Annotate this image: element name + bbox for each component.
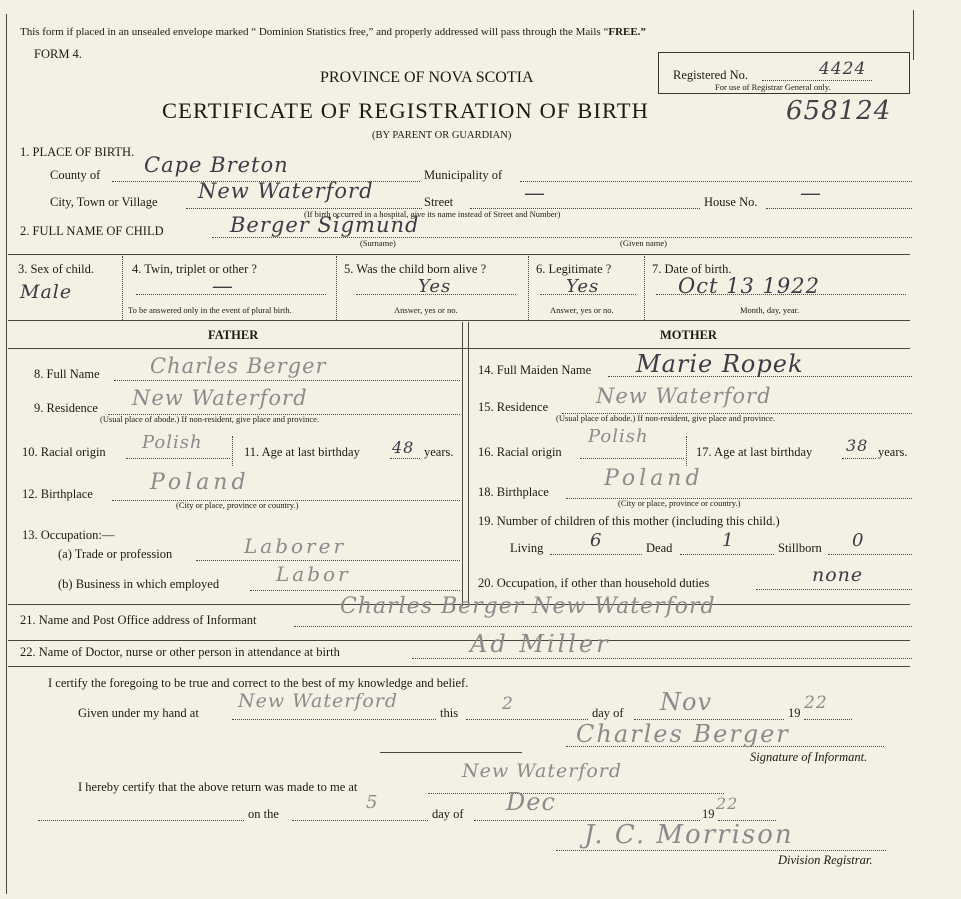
- page-title: CERTIFICATE OF REGISTRATION OF BIRTH: [162, 98, 649, 123]
- registrar-day-of-label: day of: [432, 807, 464, 821]
- given-place-value: New Waterford: [238, 690, 399, 712]
- street-value: —: [524, 181, 546, 205]
- mother-name-value: Marie Ropek: [636, 350, 804, 378]
- right-margin-rule: [913, 10, 914, 60]
- on-the-label: on the: [248, 807, 279, 821]
- given-month-value: Nov: [660, 688, 713, 716]
- mother-years-label: years.: [878, 445, 908, 459]
- living-label: Living: [510, 541, 544, 555]
- given-name-note: (Given name): [620, 238, 667, 248]
- given-label: Given under my hand at: [78, 706, 199, 720]
- registrar-signature-label: Division Registrar.: [778, 853, 873, 867]
- business-label: (b) Business in which employed: [58, 577, 220, 591]
- mother-residence-label: 15. Residence: [478, 400, 549, 414]
- top-notice: This form if placed in an unsealed envelope marked “ Dominion Statistics free,” and properly addressed will pass through the Mails “FREE.”: [20, 26, 646, 38]
- mother-name-label: 14. Full Maiden Name: [478, 363, 592, 377]
- mother-occupation-label: 20. Occupation, if other than household duties: [478, 576, 710, 590]
- registrar-statement: I hereby certify that the above return was made to me at: [78, 780, 358, 794]
- children-count-label: 19. Number of children of this mother (including this child.): [478, 514, 780, 528]
- twin-note: To be answered only in the event of plural birth.: [128, 305, 292, 315]
- mother-age-value: 38: [846, 436, 869, 455]
- father-years-label: years.: [424, 445, 454, 459]
- stillborn-label: Stillborn: [778, 541, 822, 555]
- birth-date-value: Oct 13 1922: [678, 274, 820, 298]
- child-name-label: 2. FULL NAME OF CHILD: [20, 224, 164, 238]
- surname-note: (Surname): [360, 238, 396, 248]
- province-heading: PROVINCE OF NOVA SCOTIA: [320, 69, 534, 86]
- this-label: this: [440, 706, 459, 720]
- sex-label: 3. Sex of child.: [18, 262, 95, 276]
- given-day-value: 2: [502, 694, 514, 714]
- registrar-use-note: For use of Registrar General only.: [715, 82, 831, 92]
- form-number: FORM 4.: [34, 47, 82, 61]
- occupation-label: 13. Occupation:—: [22, 528, 115, 542]
- mother-birthplace-value: Poland: [604, 466, 704, 491]
- house-label: House No.: [704, 195, 758, 209]
- trade-value: Laborer: [244, 534, 347, 558]
- certification-statement: I certify the foregoing to be true and correct to the best of my knowledge and belief.: [48, 676, 469, 690]
- informant-signature: Charles Berger: [576, 720, 790, 748]
- column-divider: [462, 322, 463, 606]
- mother-racial-value: Polish: [588, 426, 649, 447]
- father-birthplace-value: Poland: [150, 470, 250, 495]
- father-residence-label: 9. Residence: [34, 401, 98, 415]
- registrar-signature: J. C. Morrison: [584, 820, 794, 850]
- dead-label: Dead: [646, 541, 673, 555]
- mother-residence-note: (Usual place of abode.) If non-resident, give place and province.: [556, 413, 776, 423]
- city-label: City, Town or Village: [50, 195, 158, 209]
- informant-label: 21. Name and Post Office address of Informant: [20, 613, 257, 627]
- place-of-birth-heading: 1. PLACE OF BIRTH.: [20, 145, 135, 159]
- given-year-prefix: 19: [788, 706, 801, 720]
- city-value: New Waterford: [198, 179, 374, 203]
- father-racial-value: Polish: [142, 432, 203, 453]
- informant-value: Charles Berger New Waterford: [340, 594, 716, 619]
- mother-birthplace-label: 18. Birthplace: [478, 485, 549, 499]
- informant-signature-label: Signature of Informant.: [750, 750, 868, 764]
- mother-racial-label: 16. Racial origin: [478, 445, 562, 459]
- alive-label: 5. Was the child born alive ?: [344, 262, 487, 276]
- registered-value: 4424: [819, 59, 867, 79]
- father-residence-value: New Waterford: [132, 386, 308, 410]
- mother-heading: MOTHER: [660, 328, 717, 342]
- mother-birthplace-note: (City or place, province or country.): [618, 498, 741, 508]
- twin-value: —: [212, 274, 234, 298]
- business-value: Labor: [276, 562, 351, 586]
- street-label: Street: [424, 195, 454, 209]
- dead-value: 1: [722, 530, 735, 551]
- mother-age-label: 17. Age at last birthday: [696, 445, 813, 459]
- county-label: County of: [50, 168, 101, 182]
- given-day-of-label: day of: [592, 706, 624, 720]
- left-margin-rule: [6, 14, 7, 894]
- father-age-value: 48: [392, 438, 415, 457]
- registrar-year-value: 22: [716, 794, 739, 813]
- hospital-note: (If birth occurred in a hospital, give its name instead of Street and Number): [304, 209, 561, 219]
- page-subtitle: (BY PARENT OR GUARDIAN): [372, 130, 512, 141]
- doctor-label: 22. Name of Doctor, nurse or other person in attendance at birth: [20, 645, 340, 659]
- twin-label: 4. Twin, triplet or other ?: [132, 262, 257, 276]
- legitimate-value: Yes: [566, 276, 600, 297]
- father-age-label: 11. Age at last birthday: [244, 445, 360, 459]
- registrar-day-value: 5: [366, 792, 379, 813]
- trade-label: (a) Trade or profession: [58, 547, 173, 561]
- birth-date-note: Month, day, year.: [740, 305, 800, 315]
- mother-occupation-value: none: [812, 564, 864, 586]
- birth-date-label: 7. Date of birth.: [652, 262, 732, 276]
- father-birthplace-note: (City or place, province or country.): [176, 500, 299, 510]
- child-name-value: Berger Sigmund: [230, 213, 420, 237]
- father-name-label: 8. Full Name: [34, 367, 100, 381]
- father-racial-label: 10. Racial origin: [22, 445, 106, 459]
- registrar-year-prefix: 19: [702, 807, 715, 821]
- sex-value: Male: [20, 281, 73, 303]
- handwritten-number: 658124: [786, 96, 892, 126]
- father-birthplace-label: 12. Birthplace: [22, 487, 93, 501]
- municipality-label: Municipality of: [424, 168, 503, 182]
- father-heading: FATHER: [208, 328, 259, 342]
- registrar-month-value: Dec: [506, 788, 556, 816]
- legitimate-note: Answer, yes or no.: [550, 305, 614, 315]
- county-value: Cape Breton: [144, 153, 289, 177]
- father-name-value: Charles Berger: [150, 354, 327, 378]
- given-year-value: 22: [804, 693, 828, 713]
- registered-box: [658, 52, 910, 94]
- doctor-value: Ad Miller: [470, 630, 611, 658]
- alive-value: Yes: [418, 276, 452, 297]
- alive-note: Answer, yes or no.: [394, 305, 458, 315]
- legitimate-label: 6. Legitimate ?: [536, 262, 612, 276]
- mother-residence-value: New Waterford: [596, 384, 772, 408]
- stillborn-value: 0: [852, 530, 865, 551]
- father-residence-note: (Usual place of abode.) If non-resident, give place and province.: [100, 414, 320, 424]
- house-value: —: [800, 181, 822, 205]
- registered-label: Registered No.: [673, 68, 748, 82]
- living-value: 6: [590, 530, 603, 551]
- registrar-place-value: New Waterford: [462, 760, 623, 782]
